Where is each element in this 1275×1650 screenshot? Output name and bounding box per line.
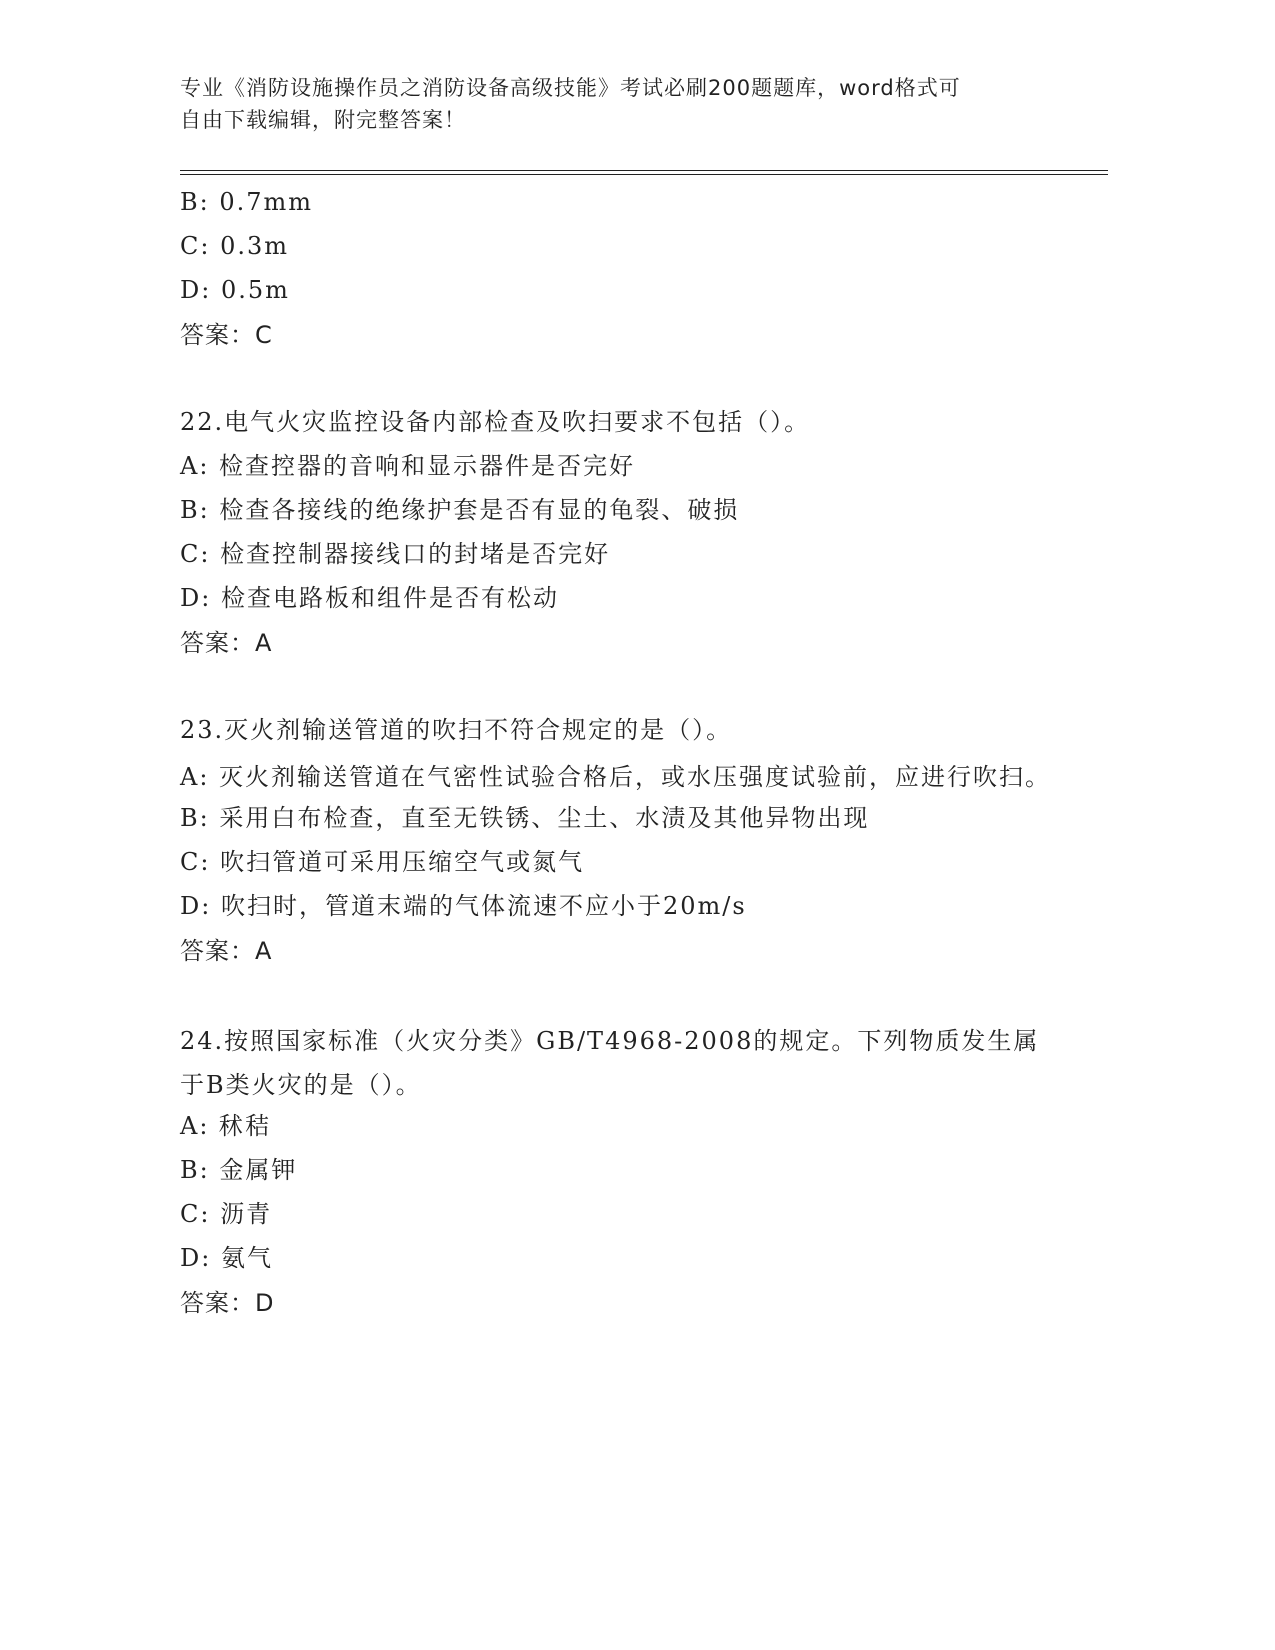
option-a: A: 灭火剂输送管道在气密性试验合格后，或水压强度试验前，应进行吹扫。 — [180, 763, 1052, 791]
question-spacer — [180, 359, 1060, 403]
question-spacer — [180, 975, 1060, 1019]
question-spacer — [180, 667, 1060, 711]
option-b: B: 金属钾 — [180, 1156, 298, 1184]
answer-line: 答案：D — [180, 1289, 275, 1317]
header-divider-bottom — [180, 174, 1108, 175]
question-stem: 24.按照国家标准（火灾分类》GB/T4968-2008的规定。下列物质发生属于B类火灾的是（）。 — [180, 1027, 1040, 1099]
question-23 — [180, 711, 1060, 975]
header-title-line-2: 自由下载编辑，附完整答案！ — [180, 108, 466, 132]
answer-line: 答案：A — [180, 629, 273, 657]
header-title-line-1: 专业《消防设施操作员之消防设备高级技能》考试必刷200题题库，word格式可 — [180, 76, 961, 100]
option-a: A: 秫秸 — [180, 1112, 272, 1140]
option-d: D: 吹扫时，管道末端的气体流速不应小于20m/s — [180, 892, 747, 920]
question-24 — [180, 1019, 1060, 1327]
option-b: B: 0.7mm — [180, 188, 314, 216]
question-22 — [180, 403, 1060, 667]
option-a: A: 检查控器的音响和显示器件是否完好 — [180, 452, 636, 480]
answer-line: 答案：A — [180, 937, 273, 965]
answer-line: 答案：C — [180, 321, 273, 349]
question-list — [180, 183, 1060, 1327]
option-c: C: 检查控制器接线口的封堵是否完好 — [180, 540, 611, 568]
question-21-partial — [180, 183, 1060, 359]
option-b: B: 检查各接线的绝缘护套是否有显的龟裂、破损 — [180, 496, 740, 524]
option-d: D: 0.5m — [180, 276, 290, 304]
option-d: D: 检查电路板和组件是否有松动 — [180, 584, 559, 612]
header-divider-top — [180, 170, 1108, 171]
option-b: B: 采用白布检查，直至无铁锈、尘土、水渍及其他异物出现 — [180, 804, 870, 832]
option-c: C: 沥青 — [180, 1200, 273, 1228]
option-d: D: 氨气 — [180, 1244, 273, 1272]
document-header — [180, 72, 1060, 136]
question-stem: 23.灭火剂输送管道的吹扫不符合规定的是（）。 — [180, 716, 733, 744]
option-c: C: 0.3m — [180, 232, 290, 260]
question-stem: 22.电气火灾监控设备内部检查及吹扫要求不包括（）。 — [180, 408, 811, 436]
option-c: C: 吹扫管道可采用压缩空气或氮气 — [180, 848, 585, 876]
